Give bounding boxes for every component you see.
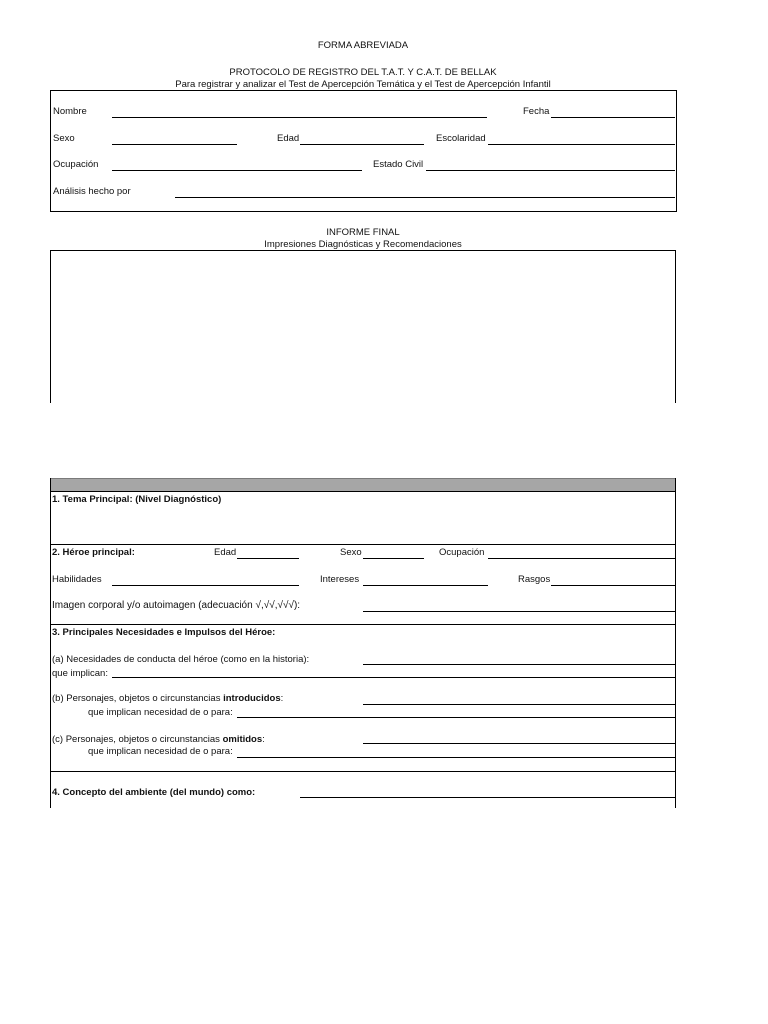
informe-subtitle: Impresiones Diagnósticas y Recomendaciones [264,239,462,250]
intereses-field[interactable] [363,585,488,586]
imagen-label: Imagen corporal y/o autoimagen (adecuación √,√√,√√√): [52,600,301,611]
rasgos-field[interactable] [551,585,675,586]
grid-divider [50,624,676,625]
need-b-bold: introducidos [223,693,281,704]
edad-label: Edad [277,133,300,144]
informe-text-area[interactable] [52,252,674,402]
rasgos-label: Rasgos [518,574,551,585]
need-c-implies-field[interactable] [237,757,675,758]
need-b-field[interactable] [363,704,675,705]
heroe-edad-field[interactable] [237,558,299,559]
heroe-sexo-label: Sexo [340,547,362,558]
page-title: PROTOCOLO DE REGISTRO DEL T.A.T. Y C.A.T. DE BELLAK [229,67,497,78]
need-c-suffix: : [262,734,265,745]
need-a-implies-label: que implican: [52,668,108,679]
need-b-implies-field[interactable] [237,717,675,718]
intereses-label: Intereses [320,574,360,585]
informe-title: INFORME FINAL [326,227,400,238]
habilidades-field[interactable] [112,585,299,586]
grid-divider [50,771,676,772]
need-a-implies-field[interactable] [112,677,675,678]
estado-civil-field[interactable] [426,170,675,171]
grid-right-border [675,478,676,808]
analisis-field[interactable] [175,197,675,198]
informe-box-left [50,250,51,403]
sexo-field[interactable] [112,144,237,145]
fecha-field[interactable] [551,117,675,118]
form-type: FORMA ABREVIADA [317,40,409,51]
need-c-implies-label: que implican necesidad de o para: [88,746,233,757]
need-c-field[interactable] [363,743,675,744]
section3-label: 3. Principales Necesidades e Impulsos del Héroe: [52,627,276,638]
ambiente-field[interactable] [300,797,675,798]
need-c-prefix: (c) Personajes, objetos o circunstancias [52,734,223,745]
section-header-bar [50,478,676,492]
section4-label: 4. Concepto del ambiente (del mundo) como: [52,787,256,798]
habilidades-label: Habilidades [52,574,102,585]
escolaridad-field[interactable] [488,144,675,145]
estado-civil-label: Estado Civil [373,159,424,170]
analisis-label: Análisis hecho por [53,186,131,197]
imagen-field[interactable] [363,611,675,612]
informe-box-top [50,250,676,251]
section2-label: 2. Héroe principal: [52,547,135,558]
heroe-ocupacion-field[interactable] [488,558,675,559]
need-a-label: (a) Necesidades de conducta del héroe (como en la historia): [52,654,310,665]
informe-box-right [675,250,676,403]
need-a-field[interactable] [363,664,675,665]
grid-left-border [50,478,51,808]
need-b-label [52,693,283,704]
escolaridad-label: Escolaridad [436,133,486,144]
heroe-ocupacion-label: Ocupación [439,547,485,558]
ocupacion-field[interactable] [112,170,362,171]
grid-divider [50,491,676,492]
sexo-label: Sexo [53,133,75,144]
heroe-sexo-field[interactable] [363,558,424,559]
need-b-prefix: (b) Personajes, objetos o circunstancias [52,693,224,704]
need-b-suffix: : [280,693,284,704]
page-subtitle: Para registrar y analizar el Test de Apercepción Temática y el Test de Apercepción Infantil [175,79,551,90]
heroe-edad-label: Edad [214,547,237,558]
edad-field[interactable] [300,144,424,145]
ocupacion-label: Ocupación [53,159,99,170]
need-b-implies-label: que implican necesidad de o para: [88,707,233,718]
nombre-label: Nombre [53,106,87,117]
section1-label: 1. Tema Principal: (Nivel Diagnóstico) [52,494,222,505]
nombre-field[interactable] [112,117,487,118]
need-c-label [52,734,265,745]
personal-data-box [50,90,677,212]
need-c-bold: omitidos [222,734,263,745]
fecha-label: Fecha [523,106,550,117]
grid-divider [50,544,676,545]
